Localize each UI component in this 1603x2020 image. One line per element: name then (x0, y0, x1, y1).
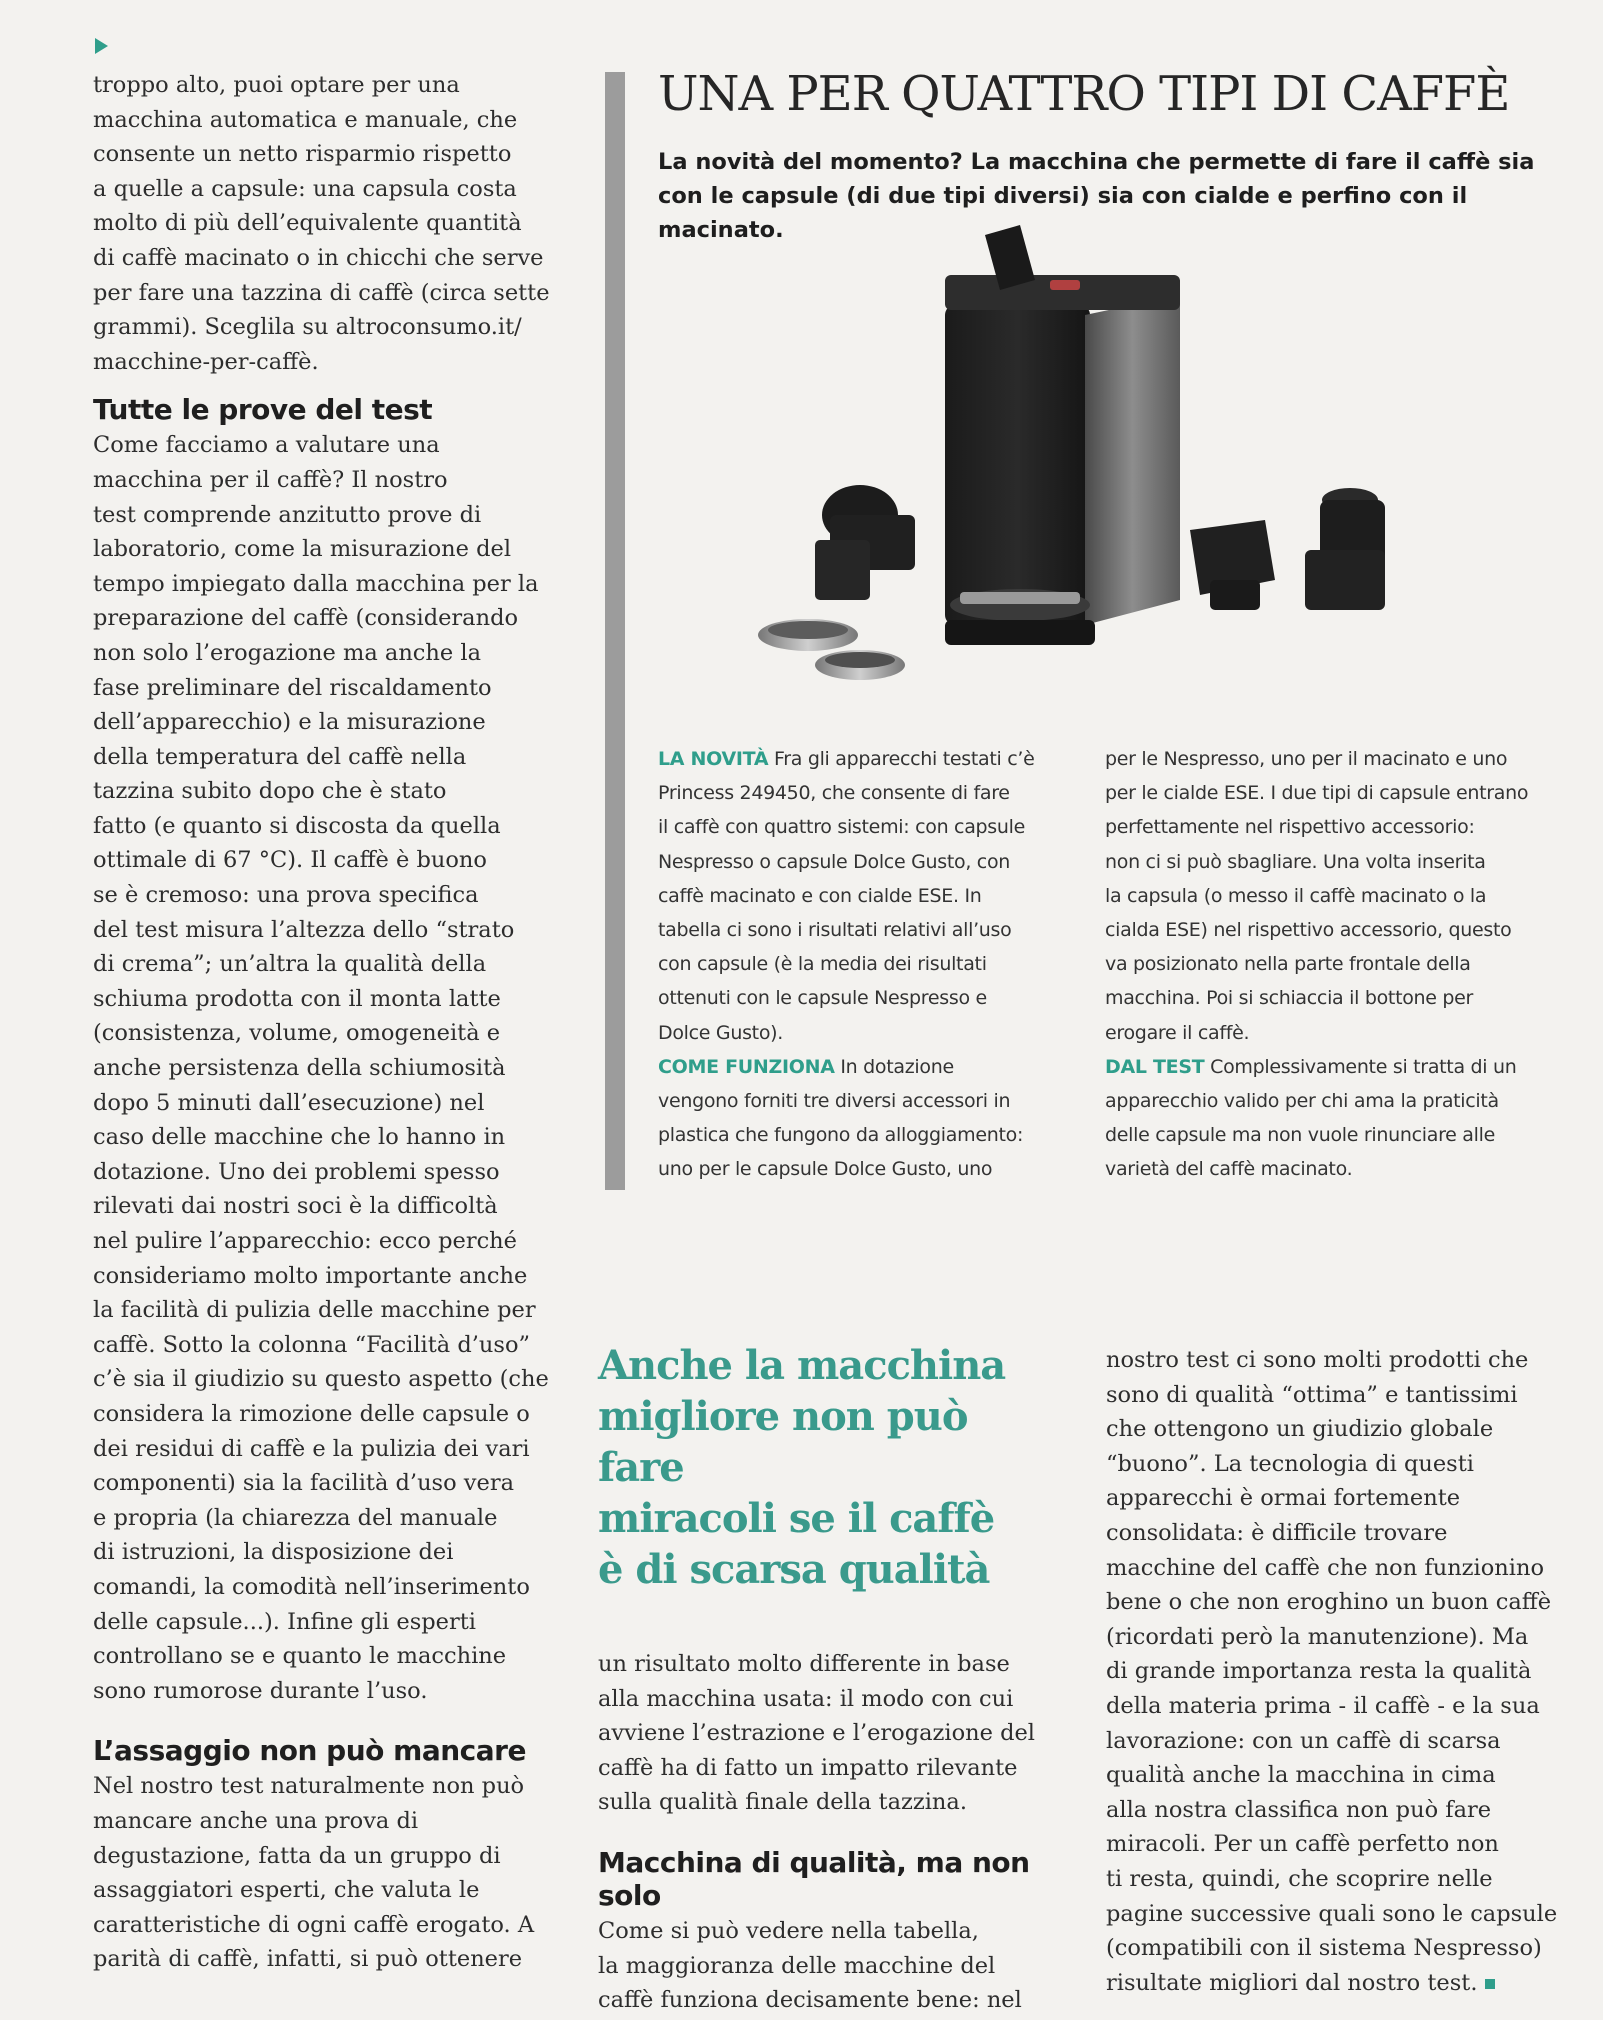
pull-quote (598, 1340, 1058, 1595)
text-line: apparecchio valido per chi ama la praticità (1105, 1090, 1499, 1113)
indicator-light (1050, 280, 1080, 290)
intro-paragraph (93, 68, 573, 379)
text-line: tempo impiegato dalla macchina per la (93, 570, 539, 597)
text-line: Dolce Gusto). (658, 1021, 783, 1044)
text-line: di crema”; un’altra la qualità della (93, 951, 487, 978)
text-line: test comprende anzitutto prove di (93, 501, 482, 528)
text-line: avviene l’estrazione e l’erogazione del (598, 1720, 1036, 1747)
text-line: molto di più dell’equivalente quantità (93, 210, 522, 237)
text-line: fatto (e quanto si discosta da quella (93, 812, 501, 839)
text-line: alla macchina usata: il modo con cui (598, 1685, 1014, 1712)
pull-quote-line: miracoli se il caffè (598, 1495, 995, 1542)
text-line: consente un netto risparmio rispetto (93, 141, 512, 168)
text-line: con capsule (è la media dei risultati (658, 953, 987, 976)
text-line: caffè funziona decisamente bene: nel (598, 1987, 1022, 2014)
text-line: assaggiatori esperti, che valuta le (93, 1877, 480, 1904)
coffee-machine-photo (720, 220, 1440, 720)
section-heading-macchina-di-qualita: Macchina di qualità, ma non solo (598, 1845, 1030, 1912)
text-line: pagine successive quali sono le capsule (1106, 1900, 1558, 1927)
text-line: di istruzioni, la disposizione dei (93, 1539, 454, 1566)
text-line: la capsula (o messo il caffè macinato o la (1105, 884, 1487, 907)
text-line: controllano se e quanto le macchine (93, 1643, 507, 1670)
text-line: va posizionato nella parte frontale della (1105, 953, 1471, 976)
text-line: (compatibili con il sistema Nespresso) (1106, 1935, 1542, 1962)
text-line: cialda ESE) nel rispettivo accessorio, questo (1105, 919, 1512, 942)
text-line: mancare anche una prova di (93, 1807, 419, 1834)
text-line: per le cialde ESE. I due tipi di capsule entrano (1105, 782, 1529, 805)
box-column-2 (1105, 742, 1575, 1187)
text-line: macchina automatica e manuale, che (93, 106, 518, 133)
text-line: degustazione, fatta da un gruppo di (93, 1842, 501, 1869)
text-line: varietà del caffè macinato. (1105, 1158, 1353, 1181)
text-line: dell’apparecchio) e la misurazione (93, 709, 486, 736)
text-line: consolidata: è difficile trovare (1106, 1519, 1448, 1546)
text-line: miracoli. Per un caffè perfetto non (1106, 1831, 1499, 1858)
text-line: se è cremoso: una prova specifica (93, 882, 479, 909)
text-line: alla nostra classifica non può fare (1106, 1796, 1492, 1823)
drip-grid (960, 592, 1080, 604)
text-line: preparazione del caffè (considerando (93, 605, 519, 632)
lead-dal-test: DAL TEST (1105, 1055, 1205, 1078)
text-line: delle capsule ma non vuole rinunciare alle (1105, 1124, 1495, 1147)
right-paragraph (1106, 1343, 1576, 2000)
text-line: macchine-per-caffè. (93, 348, 319, 375)
text-line: troppo alto, puoi optare per una (93, 72, 460, 98)
text-line: che ottengono un giudizio globale (1106, 1416, 1494, 1443)
section-heading-assaggio: L’assaggio non può mancare (93, 1734, 526, 1768)
text-line: “buono”. La tecnologia di questi (1106, 1450, 1474, 1477)
text-line: Nel nostro test naturalmente non può (93, 1773, 525, 1800)
pull-quote-line: Anche la macchina (598, 1342, 1006, 1389)
sidebar-rule (605, 72, 625, 1190)
text-line: dopo 5 minuti dall’esecuzione) nel (93, 1089, 485, 1116)
text-line: Come facciamo a valutare una (93, 432, 440, 459)
text-line: dei residui di caffè e la pulizia dei vari (93, 1435, 530, 1462)
text-line: non solo l’erogazione ma anche la (93, 639, 481, 666)
text-line: Complessivamente si tratta di un (1204, 1055, 1517, 1078)
text-line: rilevati dai nostri soci è la difficoltà (93, 1193, 498, 1220)
text-line: un risultato molto differente in base (598, 1651, 1010, 1677)
text-line: a quelle a capsule: una capsula costa (93, 175, 517, 202)
lead-come-funziona: COME FUNZIONA (658, 1055, 835, 1078)
text-line: caffè macinato e con cialde ESE. In (658, 884, 982, 907)
text-line: non ci si può sbagliare. Una volta inserita (1105, 850, 1486, 873)
text-line: In dotazione (834, 1055, 954, 1078)
text-line: della materia prima - il caffè - e la sua (1106, 1692, 1540, 1719)
text-line: dotazione. Uno dei problemi spesso (93, 1158, 500, 1185)
middle-paragraph-2 (598, 1914, 1073, 2018)
text-line: componenti) sia la facilità d’uso vera (93, 1470, 514, 1497)
text-line: caso delle macchine che lo hanno in (93, 1124, 506, 1151)
text-line: la maggioranza delle macchine del (598, 1952, 996, 1979)
continuation-arrow-icon (95, 38, 108, 54)
text-line: erogare il caffè. (1105, 1021, 1250, 1044)
text-line: e propria (la chiarezza del manuale (93, 1504, 498, 1531)
text-line: parità di caffè, infatti, si può ottenere (93, 1946, 523, 1973)
text-line: anche persistenza della schiumosità (93, 1055, 506, 1082)
text-line: caffè ha di fatto un impatto rilevante (598, 1754, 1018, 1781)
text-line: vengono forniti tre diversi accessori in (658, 1090, 1011, 1113)
text-line: consideriamo molto importante anche (93, 1262, 528, 1289)
section1-paragraph (93, 428, 573, 1708)
text-line: delle capsule...). Infine gli esperti (93, 1608, 476, 1635)
text-line: macchine del caffè che non funzionino (1106, 1554, 1545, 1581)
left-column (93, 68, 573, 1977)
machine-side (1085, 295, 1180, 625)
text-line: per fare una tazzina di caffè (circa sette (93, 279, 550, 306)
machine-body (945, 305, 1090, 625)
text-line: grammi). Sceglila su altroconsumo.it/ (93, 314, 522, 341)
text-line: caratteristiche di ogni caffè erogato. A (93, 1911, 535, 1938)
text-line: Come si può vedere nella tabella, (598, 1917, 979, 1944)
text-line: del test misura l’altezza dello “strato (93, 916, 515, 943)
section-heading-tutte-le-prove: Tutte le prove del test (93, 393, 433, 427)
text-line: di caffè macinato o in chicchi che serve (93, 244, 544, 271)
middle-paragraph-1 (598, 1647, 1073, 1820)
text-line: Princess 249450, che consente di fare (658, 782, 1010, 805)
text-line: perfettamente nel rispettivo accessorio: (1105, 816, 1475, 839)
text-line: sulla qualità finale della tazzina. (598, 1789, 967, 1816)
text-line: c’è sia il giudizio su questo aspetto (che (93, 1366, 549, 1393)
text-line: ti resta, quindi, che scoprire nelle (1106, 1865, 1493, 1892)
text-line: macchina per il caffè? Il nostro (93, 466, 448, 493)
text-line: macchina. Poi si schiaccia il bottone per (1105, 987, 1474, 1010)
box-column-1 (658, 742, 1078, 1187)
text-line: (consistenza, volume, omogeneità e (93, 1020, 501, 1047)
text-line: Fra gli apparecchi testati c’è (768, 748, 1035, 770)
text-line: sono di qualità “ottima” e tantissimi (1106, 1381, 1518, 1408)
text-line: comandi, la comodità nell’inserimento (93, 1573, 530, 1600)
machine-base (945, 620, 1095, 645)
text-line: tazzina subito dopo che è stato (93, 778, 447, 805)
text-line: plastica che fungono da alloggiamento: (658, 1124, 1024, 1147)
text-line: tabella ci sono i risultati relativi all’uso (658, 919, 1012, 942)
text-line: sono rumorose durante l’uso. (93, 1677, 428, 1704)
text-line: risultate migliori dal nostro test. (1106, 1969, 1478, 1996)
end-of-article-icon (1485, 1979, 1495, 1989)
text-line: bene o che non eroghino un buon caffè (1106, 1589, 1552, 1616)
text-line: di grande importanza resta la qualità (1106, 1658, 1532, 1685)
middle-column (598, 1647, 1073, 2018)
text-line: della temperatura del caffè nella (93, 743, 467, 770)
text-line: lavorazione: con un caffè di scarsa (1106, 1727, 1501, 1754)
text-line: considera la rimozione delle capsule o (93, 1400, 530, 1427)
pull-quote-line: migliore non può fare (598, 1393, 968, 1491)
text-line: Nespresso o capsule Dolce Gusto, con (658, 850, 1011, 873)
text-line: uno per le capsule Dolce Gusto, uno (658, 1158, 993, 1181)
text-line: ottenuti con le capsule Nespresso e (658, 987, 987, 1010)
text-line: schiuma prodotta con il monta latte (93, 985, 501, 1012)
text-line: nel pulire l’apparecchio: ecco perché (93, 1228, 517, 1254)
deck-line: con le capsule (di due tipi diversi) sia con cialde e perfino con il macinato. (658, 183, 1468, 243)
text-line: laboratorio, come la misurazione del (93, 536, 512, 563)
box-title: UNA PER QUATTRO TIPI DI CAFFÈ (658, 66, 1510, 122)
text-line: caffè. Sotto la colonna “Facilità d’uso” (93, 1331, 531, 1358)
text-line: apparecchi è ormai fortemente (1106, 1485, 1461, 1512)
lead-la-novita: LA NOVITÀ (658, 748, 769, 770)
deck-line: La novità del momento? La macchina che permette di fare il caffè sia (658, 149, 1535, 175)
text-line: (ricordati però la manutenzione). Ma (1106, 1623, 1529, 1650)
text-line: la facilità di pulizia delle macchine per (93, 1297, 536, 1324)
right-column (1106, 1343, 1576, 2000)
text-line: il caffè con quattro sistemi: con capsule (658, 816, 1026, 839)
text-line: nostro test ci sono molti prodotti che (1106, 1347, 1529, 1373)
text-line: qualità anche la macchina in cima (1106, 1762, 1496, 1789)
text-line: fase preliminare del riscaldamento (93, 674, 492, 701)
section2-paragraph (93, 1769, 573, 1977)
text-line: per le Nespresso, uno per il macinato e uno (1105, 748, 1508, 770)
text-line: ottimale di 67 °C). Il caffè è buono (93, 847, 487, 874)
pull-quote-line: è di scarsa qualità (598, 1546, 990, 1593)
